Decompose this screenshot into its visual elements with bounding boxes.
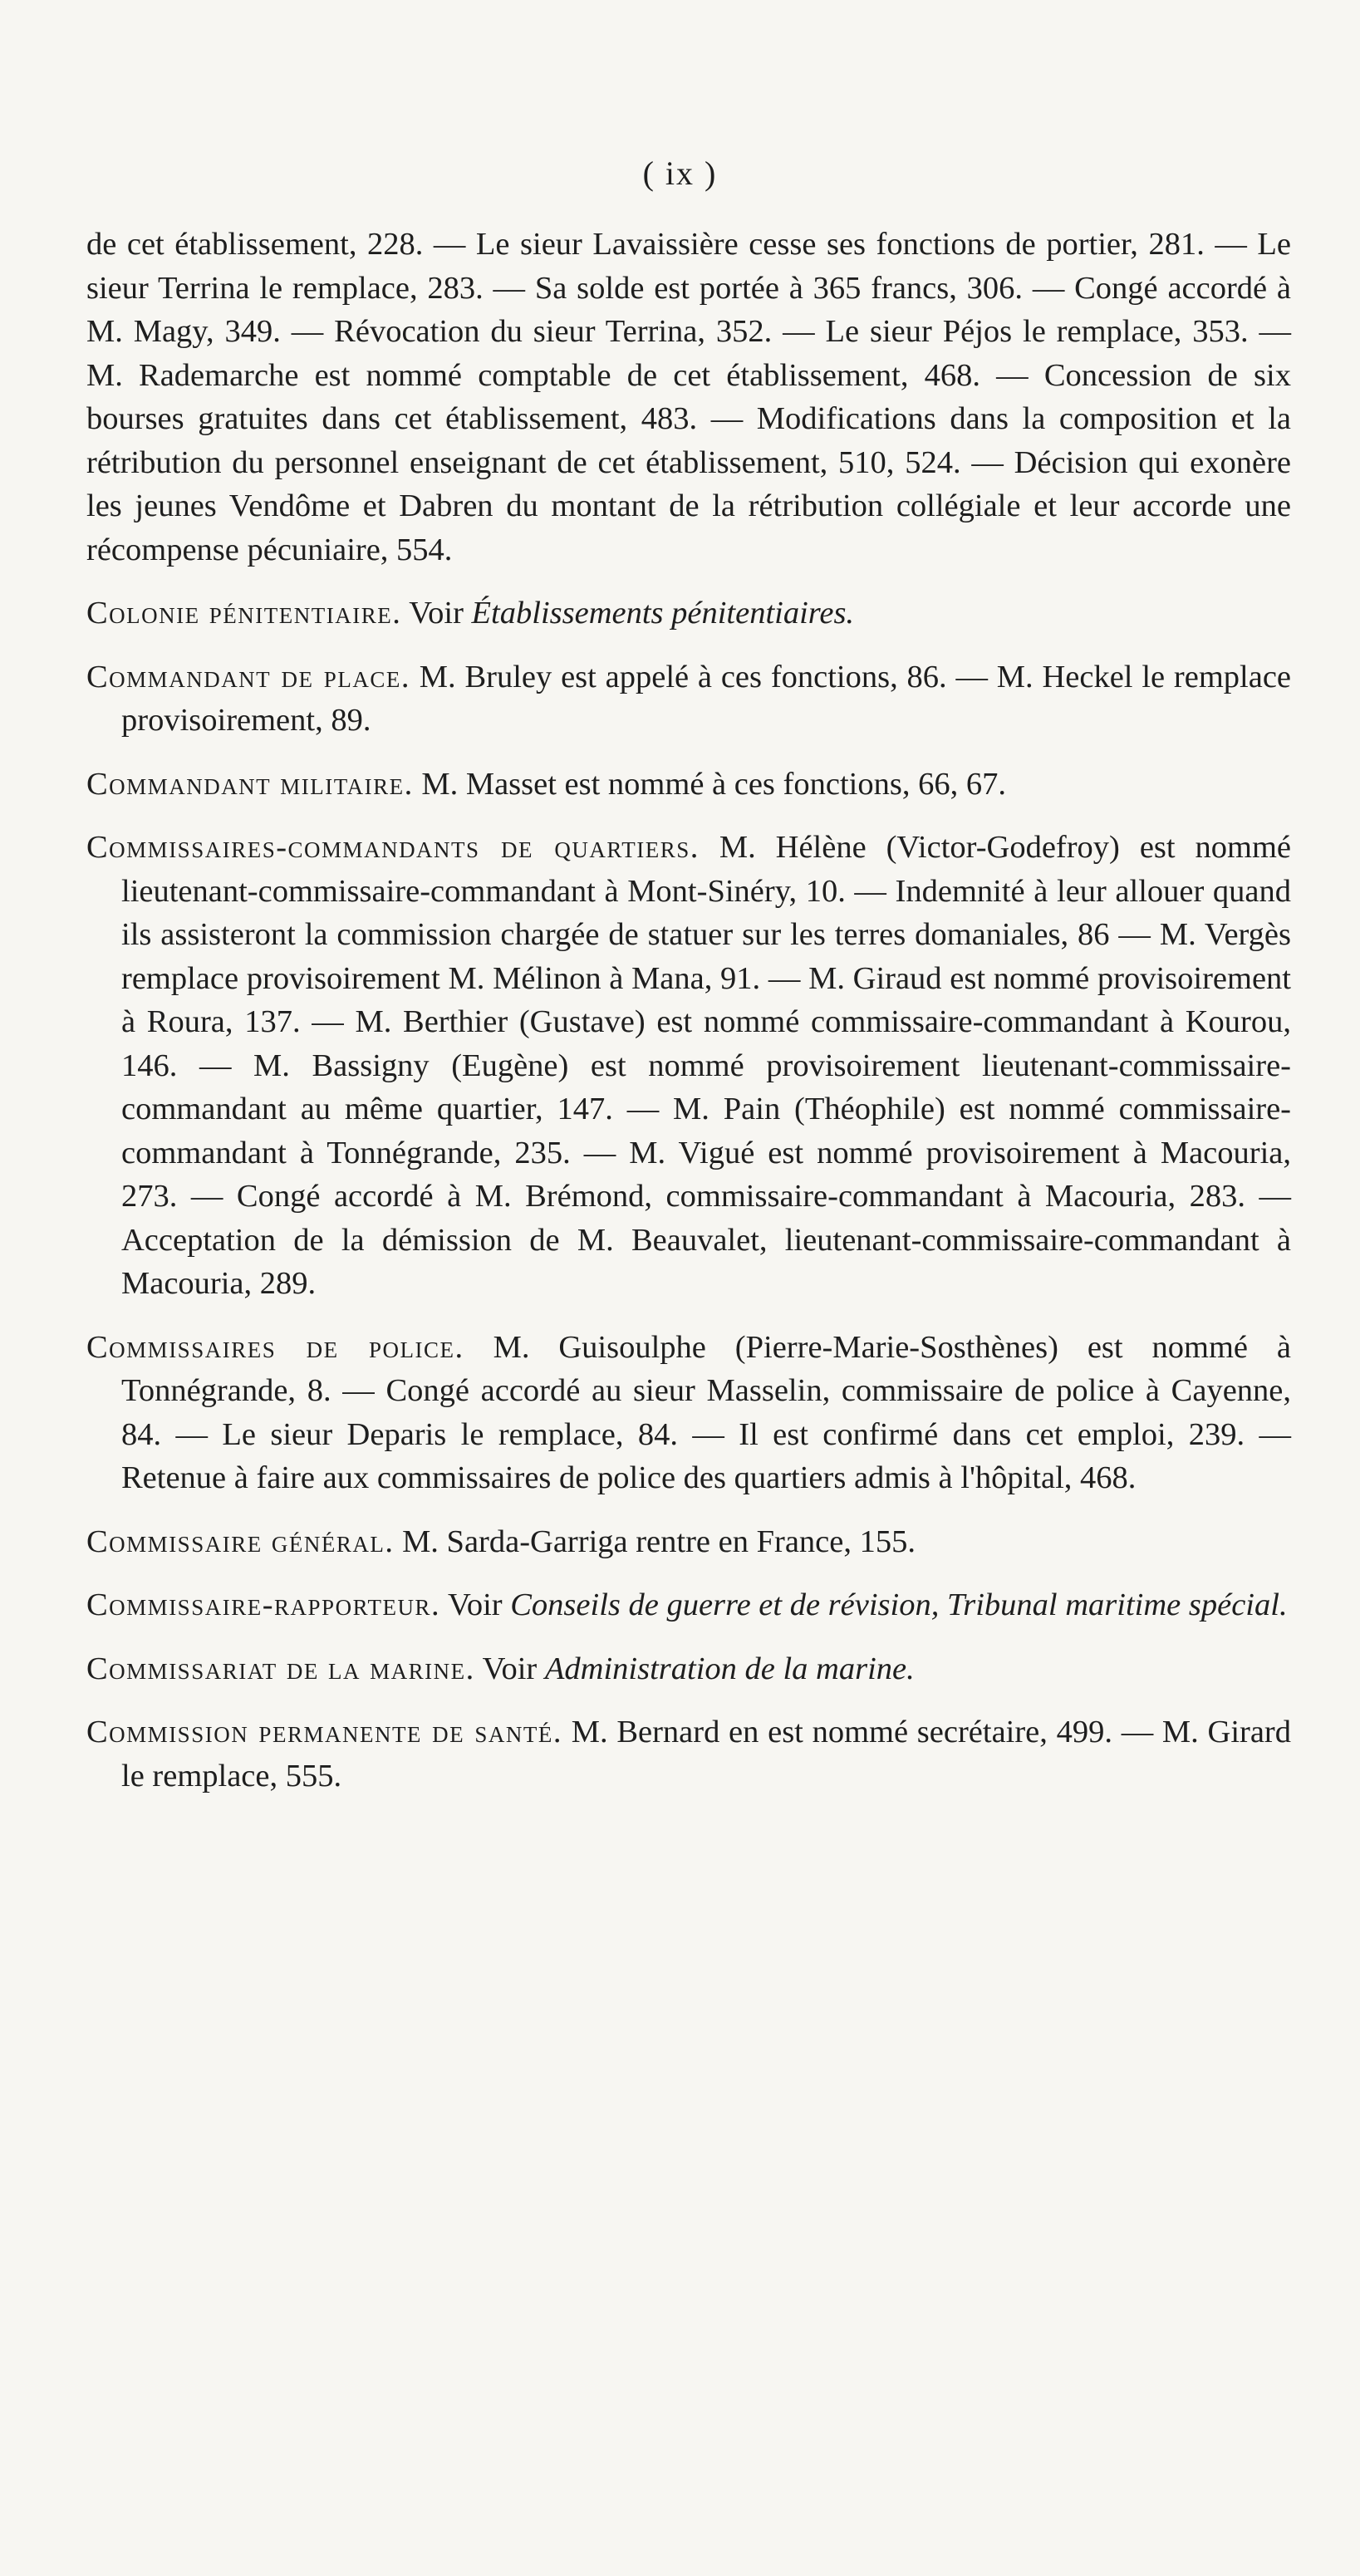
entry-text: M. Hélène (Victor-Godefroy) est nommé lieutenant-commissaire-commandant à Mont-Sinéry, 10. — Indemnité à leur allouer quand ils assisteront la commission chargée de statuer sur les terres domaniales, 86 — M. Vergès remplace provisoirement M. Mélinon à Mana, 91. — M. Giraud est nommé provisoirement à Roura, 137. — M. Berthier (Gustave) est nommé commissaire-commandant à Kourou, 146. — M. Bassigny (Eugène) est nommé provisoirement lieutenant-commissaire-commandant au même quartier, 147. — M. Pain (Théophile) est nommé commissaire-commandant à Tonnégrande, 235. — M. Vigué est nommé provisoirement à Macouria, 273. — Congé accordé à M. Brémond, commissaire-commandant à Macouria, 283. — Acceptation de la démission de M. Beauvalet, lieutenant-commissaire-commandant à Macouria, 289. bbox=[121, 830, 1291, 1301]
entry-text: M. Masset est nommé à ces fonctions, 66, 67. bbox=[421, 766, 1006, 802]
index-entry bbox=[86, 655, 1291, 743]
entry-cross-reference: Administration de la marine. bbox=[544, 1651, 915, 1686]
entry-heading: Commissariat de la marine. bbox=[86, 1651, 475, 1686]
entry-cross-reference: Conseils de guerre et de révision, Tribunal maritime spécial. bbox=[510, 1587, 1288, 1622]
index-entry bbox=[86, 223, 1291, 572]
entry-text: de cet établissement, 228. — Le sieur Lavaissière cesse ses fonctions de portier, 281. — Le sieur Terrina le remplace, 283. — Sa solde est portée à 365 francs, 306. — Congé accordé à M. Magy, 349. — Révocation du sieur Terrina, 352. — Le sieur Péjos le remplace, 353. — M. Rademarche est nommé comptable de cet établissement, 468. — Concession de six bourses gratuites dans cet établissement, 483. — Modifications dans la composition et la rétribution du personnel enseignant de cet établissement, 510, 524. — Décision qui exonère les jeunes Vendôme et Dabren du montant de la rétribution collégiale et leur accorde une récompense pécuniaire, 554. bbox=[86, 227, 1291, 567]
entry-heading: Commissaires-commandants de quartiers. bbox=[86, 830, 700, 865]
index-entry bbox=[86, 763, 1291, 807]
entry-heading: Commissaire-rapporteur. bbox=[86, 1587, 441, 1622]
page-number: ( ix ) bbox=[642, 155, 718, 192]
entry-text: Voir bbox=[482, 1651, 538, 1686]
entry-heading: Commandant de place. bbox=[86, 659, 410, 694]
index-entry bbox=[86, 591, 1291, 635]
entry-text: M. Bruley est appelé à ces fonctions, 86. — M. Heckel le remplace provisoirement, 89. bbox=[121, 659, 1291, 738]
entry-text: M. Guisoulphe (Pierre-Marie-Sosthènes) est nommé à Tonnégrande, 8. — Congé accordé au sieur Masselin, commissaire de police à Cayenne, 84. — Le sieur Deparis le remplace, 84. — Il est confirmé dans cet emploi, 239. — Retenue à faire aux commissaires de police des quartiers admis à l'hôpital, 468. bbox=[121, 1329, 1292, 1495]
index-entry bbox=[86, 1647, 1291, 1691]
index-entry bbox=[86, 1710, 1291, 1798]
entry-cross-reference: Établissements pénitentiaires. bbox=[471, 596, 855, 631]
entry-heading: Colonie pénitentiaire. bbox=[86, 596, 402, 631]
index-entry bbox=[86, 1583, 1291, 1627]
entry-heading: Commission permanente de santé. bbox=[86, 1715, 562, 1749]
index-entry bbox=[86, 826, 1291, 1306]
entry-text: M. Sarda-Garriga rentre en France, 155. bbox=[402, 1524, 916, 1559]
index-entries bbox=[86, 223, 1291, 1818]
entry-text: M. Bernard en est nommé secrétaire, 499. — M. Girard le remplace, 555. bbox=[121, 1715, 1291, 1793]
index-entry bbox=[86, 1520, 1291, 1564]
entry-heading: Commandant militaire. bbox=[86, 766, 414, 802]
entry-text: Voir bbox=[409, 596, 464, 631]
entry-heading: Commissaire général. bbox=[86, 1524, 395, 1559]
entry-heading: Commissaires de police. bbox=[86, 1329, 464, 1365]
entry-text: Voir bbox=[448, 1587, 503, 1622]
index-entry bbox=[86, 1326, 1291, 1500]
